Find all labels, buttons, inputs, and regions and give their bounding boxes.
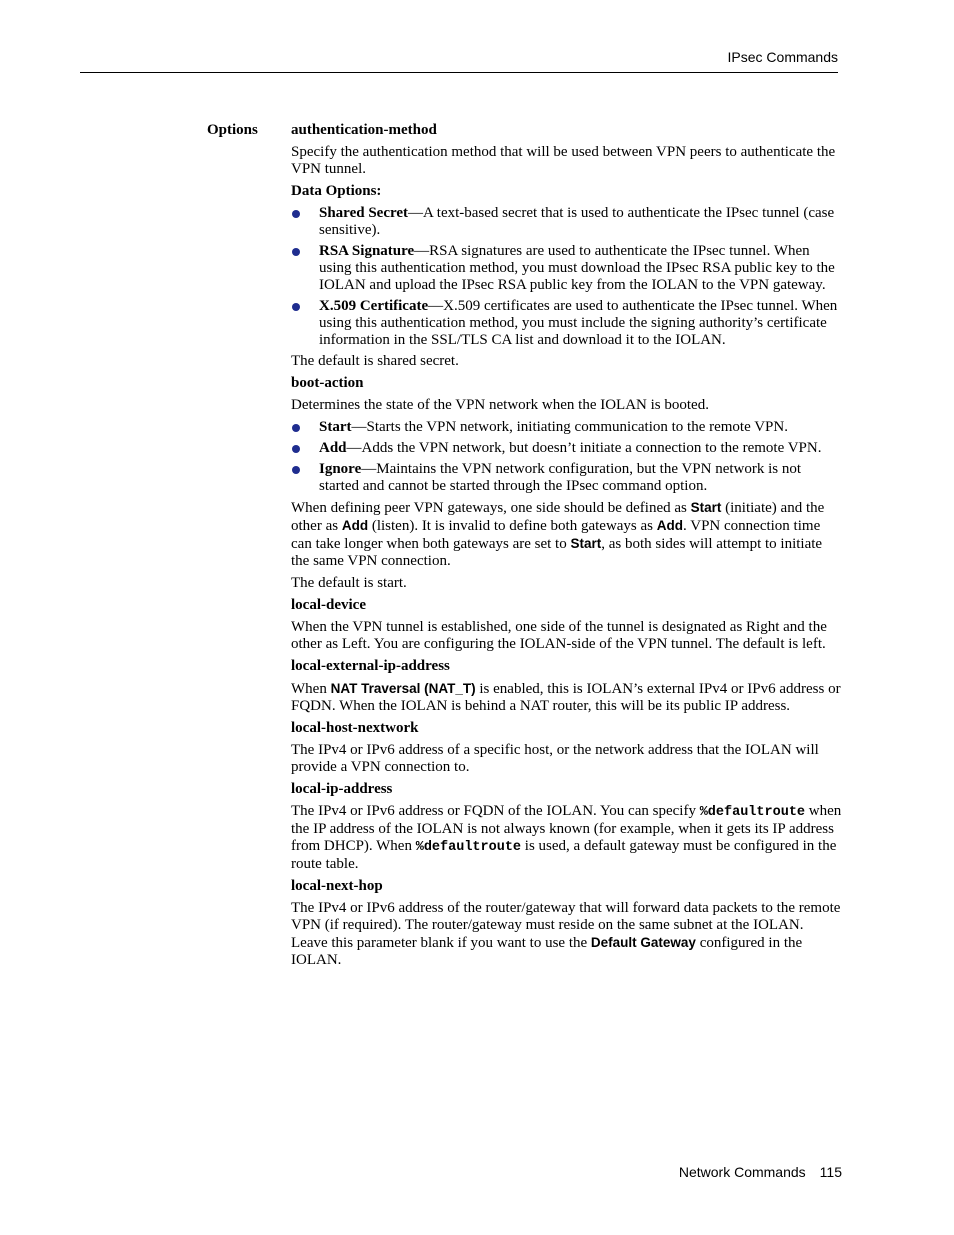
option-text: —Starts the VPN network, initiating communication to the remote VPN. — [351, 419, 788, 435]
param-title-local-device: local-device — [291, 597, 366, 613]
boot-action-list — [291, 419, 843, 495]
param-desc: When the VPN tunnel is established, one side of the tunnel is designated as Right and the other as Left. You are configuring the IOLAN-side of the VPN tunnel. The default is left. — [291, 619, 827, 652]
list-item — [291, 440, 843, 457]
param-title-local-ip-address: local-ip-address — [291, 781, 393, 797]
page-footer — [679, 1164, 842, 1180]
list-item — [291, 419, 843, 436]
param-title-local-host-network: local-host-nextwork — [291, 720, 419, 736]
list-item — [291, 298, 843, 349]
bullet-icon — [292, 248, 300, 256]
param-desc: The IPv4 or IPv6 address or FQDN of the IOLAN. You can specify %defaultroute when the IP address of the IOLAN is not always known (for example, when it gets its IP address from DHCP). When %defaultroute is used, a default gateway must be configured in the route table. — [291, 803, 842, 872]
option-term: Start — [319, 419, 352, 435]
auth-method-list — [291, 205, 843, 349]
list-item — [291, 461, 843, 495]
param-title-local-external-ip-address: local-external-ip-address — [291, 658, 450, 674]
default-note: The default is start. — [291, 575, 407, 591]
param-desc: Specify the authentication method that will be used between VPN peers to authenticate the VPN tunnel. — [291, 144, 836, 177]
data-options-label: Data Options: — [291, 183, 382, 199]
option-text: —RSA signatures are used to authenticate the IPsec tunnel. When using this authentication method, you must download the IPsec RSA public key to the IOLAN and upload the IPsec RSA public key from the IOLAN to the VPN gateway. — [319, 243, 835, 293]
param-desc: The IPv4 or IPv6 address of the router/gateway that will forward data packets to the remote VPN (if required). The router/gateway must reside on the same subnet at the IOLAN. Leave this parameter blank if you want to use the Default Gateway configured in the IOLAN. — [291, 900, 841, 968]
default-note: The default is shared secret. — [291, 353, 459, 369]
boot-action-note: When defining peer VPN gateways, one side should be defined as Start (initiate) and the other as Add (listen). It is invalid to define both gateways as Add. VPN connection time can take longer when both gateways are set to Start, as both sides will attempt to initiate the same VPN connection. — [291, 500, 825, 569]
option-text: —Adds the VPN network, but doesn’t initiate a connection to the remote VPN. — [346, 440, 822, 456]
bullet-icon — [292, 210, 300, 218]
page-number: 115 — [819, 1164, 842, 1180]
option-term: Ignore — [319, 461, 362, 477]
param-desc: The IPv4 or IPv6 address of a specific host, or the network address that the IOLAN will provide a VPN connection to. — [291, 742, 819, 775]
options-content — [291, 122, 843, 974]
param-title-boot-action: boot-action — [291, 375, 364, 391]
list-item — [291, 205, 843, 239]
list-item — [291, 243, 843, 294]
bullet-icon — [292, 466, 300, 474]
header-rule — [80, 72, 838, 73]
option-term: Shared Secret — [319, 205, 409, 221]
param-desc: Determines the state of the VPN network when the IOLAN is booted. — [291, 397, 709, 413]
bullet-icon — [292, 424, 300, 432]
options-label: Options — [207, 122, 258, 138]
param-desc: When NAT Traversal (NAT_T) is enabled, this is IOLAN’s external IPv4 or IPv6 address or FQDN. When the IOLAN is behind a NAT router, this will be its public IP address. — [291, 681, 841, 714]
option-text: —Maintains the VPN network configuration, but the VPN network is not started and cannot be started through the IPsec command option. — [319, 461, 802, 494]
bullet-icon — [292, 303, 300, 311]
option-term: RSA Signature — [319, 243, 415, 259]
param-title-authentication-method: authentication-method — [291, 122, 437, 138]
option-term: X.509 Certificate — [319, 298, 429, 314]
option-text: —A text-based secret that is used to authenticate the IPsec tunnel (case sensitive). — [319, 205, 835, 238]
running-header: IPsec Commands — [727, 49, 838, 65]
param-title-local-next-hop: local-next-hop — [291, 878, 383, 894]
option-text: —X.509 certificates are used to authenticate the IPsec tunnel. When using this authentication method, you must include the signing authority’s certificate information in the SSL/TLS CA list and download it to the IOLAN. — [319, 298, 838, 348]
option-term: Add — [319, 440, 347, 456]
bullet-icon — [292, 445, 300, 453]
footer-section: Network Commands — [678, 1164, 806, 1180]
